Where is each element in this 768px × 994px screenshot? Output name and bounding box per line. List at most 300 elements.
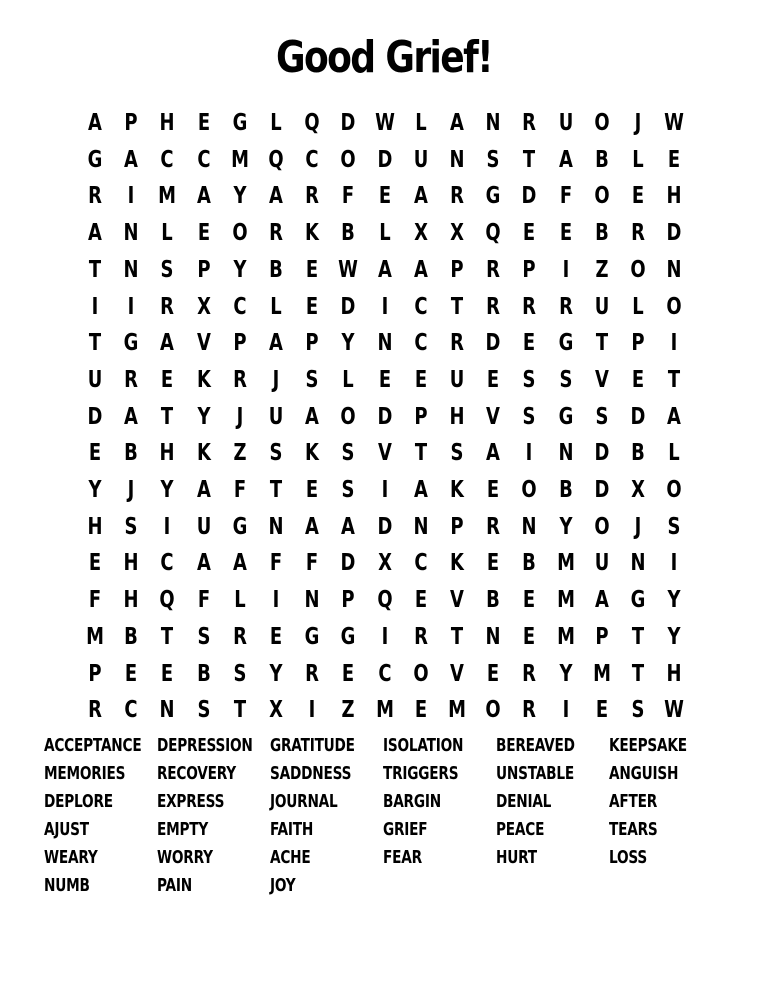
grid-letter: M xyxy=(556,550,575,577)
grid-letter: W xyxy=(664,697,685,724)
grid-letter: E xyxy=(414,366,427,393)
word-list-column xyxy=(157,732,270,900)
grid-letter: R xyxy=(522,697,537,724)
grid-letter: E xyxy=(378,183,391,210)
grid-letter: I xyxy=(308,697,316,724)
grid-letter: N xyxy=(123,256,139,283)
grid-letter: E xyxy=(378,366,391,393)
word-list-item: HURT xyxy=(496,847,537,868)
grid-letter: A xyxy=(413,477,428,503)
grid-letter: M xyxy=(556,587,575,614)
grid-letter: W xyxy=(664,110,685,136)
grid-letter: O xyxy=(666,293,682,320)
grid-letter: O xyxy=(232,220,248,247)
grid-letter: C xyxy=(305,146,319,173)
grid-letter: V xyxy=(450,660,464,687)
grid-letter: T xyxy=(88,330,102,357)
grid-letter: O xyxy=(340,403,357,430)
grid-letter: R xyxy=(450,330,464,357)
grid-letter: O xyxy=(630,256,646,283)
grid-letter: Y xyxy=(667,587,681,614)
grid-letter: Q xyxy=(268,146,284,173)
grid-letter: Y xyxy=(667,623,681,650)
grid-letter: U xyxy=(594,293,610,320)
grid-letter: I xyxy=(272,587,280,614)
grid-letter: V xyxy=(196,330,211,357)
grid-letter: P xyxy=(450,513,464,540)
grid-letter: R xyxy=(631,220,645,247)
grid-letter: Y xyxy=(88,477,102,503)
grid-letter: E xyxy=(197,110,210,136)
grid-letter: L xyxy=(342,366,355,393)
grid-letter: T xyxy=(523,146,536,173)
word-list-item: TRIGGERS xyxy=(383,763,459,784)
grid-letter: R xyxy=(88,183,102,210)
grid-letter: A xyxy=(269,330,283,357)
grid-letter: G xyxy=(123,330,139,357)
grid-letter: A xyxy=(341,513,356,540)
grid-letter: T xyxy=(450,623,464,650)
grid-letter: J xyxy=(634,110,642,136)
word-list-item: JOY xyxy=(270,875,296,896)
word-list-item: PEACE xyxy=(496,819,545,840)
grid-letter: D xyxy=(594,440,610,467)
grid-letter: X xyxy=(196,293,211,320)
grid-letter: A xyxy=(232,550,247,577)
grid-letter: R xyxy=(160,293,175,320)
grid-letter: E xyxy=(668,146,681,173)
grid-letter: A xyxy=(305,513,320,540)
word-list-item: EMPTY xyxy=(157,819,209,840)
grid-letter: E xyxy=(487,660,500,687)
grid-letter: N xyxy=(268,513,284,540)
grid-letter: A xyxy=(88,220,102,247)
grid-letter: N xyxy=(630,550,646,577)
grid-letter: D xyxy=(521,183,537,210)
grid-letter: P xyxy=(450,256,464,283)
grid-letter: S xyxy=(305,366,319,393)
grid-letter: J xyxy=(127,477,135,503)
word-list-column xyxy=(496,732,609,872)
grid-letter: L xyxy=(161,220,174,247)
word-list-column xyxy=(270,732,383,900)
grid-letter: E xyxy=(161,660,174,687)
grid-letter: O xyxy=(340,146,357,173)
grid-letter: M xyxy=(592,660,611,687)
grid-letter: K xyxy=(450,550,464,577)
grid-letter: P xyxy=(305,330,319,357)
grid-letter: A xyxy=(377,256,392,283)
grid-letter: E xyxy=(197,220,210,247)
grid-letter: N xyxy=(666,256,682,283)
grid-letter: U xyxy=(594,550,610,577)
word-list-item: FAITH xyxy=(270,819,314,840)
grid-letter: H xyxy=(159,440,175,467)
grid-letter: J xyxy=(236,403,244,430)
grid-letter: H xyxy=(87,513,103,540)
grid-letter: K xyxy=(305,440,320,467)
grid-letter: L xyxy=(632,293,644,320)
grid-letter: E xyxy=(523,330,536,357)
grid-letter: O xyxy=(485,697,501,724)
grid-letter: G xyxy=(630,587,646,614)
grid-letter: A xyxy=(594,587,609,614)
grid-letter: T xyxy=(450,293,464,320)
grid-letter: E xyxy=(414,697,427,724)
grid-letter: S xyxy=(667,513,681,540)
grid-letter: O xyxy=(666,477,682,503)
grid-letter: Y xyxy=(559,660,573,687)
grid-letter: C xyxy=(124,697,138,724)
grid-letter: L xyxy=(378,220,391,247)
grid-letter: E xyxy=(559,220,572,247)
word-list-item: FEAR xyxy=(383,847,422,868)
grid-letter: N xyxy=(413,513,429,540)
grid-letter: X xyxy=(377,550,392,577)
grid-letter: U xyxy=(87,366,103,393)
word-list-item: GRATITUDE xyxy=(270,735,355,756)
grid-letter: A xyxy=(269,183,283,210)
grid-letter: A xyxy=(305,403,320,430)
word-list-item: RECOVERY xyxy=(157,763,236,784)
grid-letter: I xyxy=(670,550,678,577)
grid-letter: D xyxy=(377,513,393,540)
grid-letter: I xyxy=(127,183,135,210)
grid-letter: L xyxy=(270,110,282,136)
grid-letter: A xyxy=(160,330,175,357)
grid-letter: Q xyxy=(376,587,393,614)
grid-letter: R xyxy=(486,293,501,320)
grid-letter: K xyxy=(196,440,211,467)
grid-letter: H xyxy=(666,183,682,210)
grid-letter: D xyxy=(666,220,682,247)
grid-letter: Y xyxy=(341,330,355,357)
grid-letter: G xyxy=(87,146,103,173)
grid-letter: M xyxy=(230,146,249,173)
grid-letter: D xyxy=(87,403,103,430)
grid-letter: S xyxy=(341,440,355,467)
grid-letter: C xyxy=(160,146,174,173)
grid-letter: R xyxy=(232,366,247,393)
grid-letter: I xyxy=(381,623,388,650)
grid-letter: L xyxy=(234,587,246,614)
grid-letter: X xyxy=(450,220,464,247)
grid-letter: N xyxy=(159,697,175,724)
grid-letter: A xyxy=(88,110,102,136)
grid-letter: C xyxy=(197,146,211,173)
grid-letter: Y xyxy=(559,513,573,540)
grid-letter: Y xyxy=(160,477,174,503)
grid-letter: I xyxy=(127,293,135,320)
grid-letter: N xyxy=(485,623,501,650)
grid-letter: Z xyxy=(233,440,247,467)
grid-letter: T xyxy=(269,477,283,503)
word-list-item: BARGIN xyxy=(383,791,441,812)
grid-letter: M xyxy=(375,697,394,724)
grid-letter: C xyxy=(378,660,392,687)
grid-letter: R xyxy=(450,183,464,210)
grid-letter: R xyxy=(305,660,320,687)
grid-letter: G xyxy=(232,513,248,540)
grid-letter: T xyxy=(414,440,427,467)
grid-letter: R xyxy=(486,513,501,540)
grid-letter: R xyxy=(232,623,247,650)
word-list-item: WEARY xyxy=(44,847,98,868)
grid-letter: S xyxy=(160,256,174,283)
word-list-item: DEPLORE xyxy=(44,791,113,812)
grid-letter: I xyxy=(526,440,533,467)
grid-letter: C xyxy=(160,550,174,577)
word-list-item: AFTER xyxy=(609,791,658,812)
grid-letter: Q xyxy=(304,110,320,136)
grid-letter: H xyxy=(123,550,139,577)
grid-letter: P xyxy=(341,587,355,614)
grid-letter: N xyxy=(558,440,574,467)
grid-letter: M xyxy=(556,623,575,650)
grid-letter: J xyxy=(272,366,280,393)
word-list-column xyxy=(609,732,722,872)
grid-letter: I xyxy=(562,256,569,283)
grid-letter: D xyxy=(340,293,356,320)
grid-letter: E xyxy=(523,623,536,650)
grid-letter: S xyxy=(559,366,573,393)
grid-letter: G xyxy=(485,183,501,210)
word-list-item: DEPRESSION xyxy=(157,735,253,756)
grid-letter: T xyxy=(595,330,608,357)
grid-letter: Z xyxy=(595,256,609,283)
grid-letter: Y xyxy=(233,183,247,210)
word-list-item: DENIAL xyxy=(496,791,552,812)
grid-letter: T xyxy=(161,623,174,650)
grid-letter: N xyxy=(485,110,501,136)
grid-letter: E xyxy=(414,587,427,614)
grid-letter: E xyxy=(631,366,645,393)
grid-letter: E xyxy=(269,623,283,650)
grid-letter: X xyxy=(269,697,283,724)
grid-letter: X xyxy=(631,477,645,503)
grid-letter: I xyxy=(562,697,569,724)
word-list-item: KEEPSAKE xyxy=(609,735,687,756)
grid-letter: T xyxy=(233,697,246,724)
grid-letter: A xyxy=(196,477,211,503)
grid-letter: D xyxy=(340,110,356,136)
grid-letter: E xyxy=(487,477,500,503)
grid-letter: D xyxy=(377,403,393,430)
word-list-item: NUMB xyxy=(44,875,90,896)
grid-letter: P xyxy=(595,623,609,650)
grid-letter: S xyxy=(233,660,247,687)
grid-letter: F xyxy=(342,183,355,210)
grid-letter: C xyxy=(414,293,428,320)
word-list-item: EXPRESS xyxy=(157,791,225,812)
grid-letter: E xyxy=(306,256,319,283)
grid-letter: R xyxy=(124,366,139,393)
grid-letter: X xyxy=(413,220,428,247)
grid-letter: I xyxy=(164,513,171,540)
grid-letter: L xyxy=(415,110,427,136)
word-list-item: AJUST xyxy=(44,819,89,840)
grid-letter: O xyxy=(594,110,610,136)
grid-letter: N xyxy=(123,220,139,247)
grid-letter: L xyxy=(668,440,680,467)
grid-letter: R xyxy=(486,256,501,283)
word-list-item: BEREAVED xyxy=(496,735,575,756)
grid-letter: N xyxy=(377,330,393,357)
grid-letter: A xyxy=(196,550,211,577)
grid-letter: D xyxy=(630,403,646,430)
grid-letter: G xyxy=(341,623,356,650)
word-list-column xyxy=(383,732,496,872)
grid-letter: P xyxy=(197,256,211,283)
grid-letter: A xyxy=(413,256,428,283)
word-list-item: MEMORIES xyxy=(44,763,126,784)
grid-letter: S xyxy=(124,513,138,540)
grid-letter: H xyxy=(666,660,682,687)
grid-letter: R xyxy=(88,697,102,724)
word-list-item: LOSS xyxy=(609,847,648,868)
grid-letter: P xyxy=(88,660,102,687)
grid-letter: L xyxy=(270,293,282,320)
grid-letter: E xyxy=(523,587,536,614)
grid-letter: P xyxy=(233,330,247,357)
grid-letter: S xyxy=(450,440,464,467)
grid-letter: E xyxy=(88,440,102,467)
page-title: Good Grief! xyxy=(276,32,492,83)
grid-letter: P xyxy=(522,256,536,283)
grid-letter: B xyxy=(558,477,573,503)
grid-letter: K xyxy=(305,220,320,247)
grid-letter: S xyxy=(341,477,355,503)
grid-letter: S xyxy=(197,623,211,650)
grid-letter: S xyxy=(269,440,283,467)
grid-letter: H xyxy=(123,587,139,614)
grid-letter: A xyxy=(124,146,139,173)
grid-letter: S xyxy=(522,366,536,393)
grid-letter: B xyxy=(124,623,139,650)
grid-letter: S xyxy=(486,146,500,173)
grid-letter: R xyxy=(413,623,428,650)
grid-letter: D xyxy=(485,330,501,357)
grid-letter: W xyxy=(374,110,395,136)
grid-letter: S xyxy=(631,697,645,724)
grid-letter: G xyxy=(558,403,573,430)
grid-letter: F xyxy=(559,183,572,210)
grid-letter: A xyxy=(558,146,573,173)
grid-letter: R xyxy=(305,183,320,210)
grid-letter: R xyxy=(522,110,537,136)
grid-letter: F xyxy=(197,587,210,614)
grid-letter: N xyxy=(449,146,465,173)
grid-letter: G xyxy=(232,110,248,136)
grid-letter: D xyxy=(340,550,356,577)
grid-letter: B xyxy=(124,440,139,467)
grid-letter: U xyxy=(196,513,211,540)
grid-letter: D xyxy=(594,477,610,503)
grid-letter: R xyxy=(522,293,537,320)
grid-letter: E xyxy=(306,293,319,320)
grid-letter: S xyxy=(522,403,536,430)
grid-letter: V xyxy=(450,587,464,614)
grid-letter: V xyxy=(486,403,501,430)
grid-letter: E xyxy=(161,366,174,393)
grid-letter: C xyxy=(414,330,428,357)
grid-letter: U xyxy=(268,403,284,430)
grid-letter: A xyxy=(196,183,211,210)
grid-letter: J xyxy=(634,513,642,540)
grid-letter: E xyxy=(306,477,319,503)
grid-letter: B xyxy=(594,146,609,173)
word-list-item: JOURNAL xyxy=(270,791,338,812)
grid-letter: A xyxy=(450,110,464,136)
grid-letter: B xyxy=(594,220,609,247)
grid-letter: O xyxy=(594,183,610,210)
grid-letter: N xyxy=(521,513,537,540)
grid-letter: K xyxy=(196,366,211,393)
grid-letter: Y xyxy=(197,403,211,430)
word-list-item: ACCEPTANCE xyxy=(44,735,142,756)
grid-letter: F xyxy=(88,587,102,614)
grid-letter: K xyxy=(450,477,464,503)
grid-letter: T xyxy=(668,366,681,393)
grid-letter: I xyxy=(91,293,99,320)
grid-letter: Z xyxy=(341,697,355,724)
grid-letter: M xyxy=(158,183,177,210)
grid-letter: D xyxy=(377,146,393,173)
grid-letter: P xyxy=(631,330,645,357)
grid-letter: G xyxy=(558,330,573,357)
grid-letter: M xyxy=(448,697,466,724)
grid-letter: V xyxy=(594,366,609,393)
word-list-item: ANGUISH xyxy=(609,763,679,784)
grid-letter: Q xyxy=(159,587,176,614)
grid-letter: T xyxy=(88,256,102,283)
grid-letter: S xyxy=(595,403,609,430)
grid-letter: W xyxy=(338,256,359,283)
grid-letter: R xyxy=(269,220,283,247)
grid-letter: U xyxy=(558,110,573,136)
grid-letter: E xyxy=(595,697,608,724)
word-list-column xyxy=(44,732,157,900)
grid-letter: B xyxy=(341,220,356,247)
grid-letter: Y xyxy=(269,660,283,687)
word-list-item: PAIN xyxy=(157,875,192,896)
grid-letter: E xyxy=(88,550,102,577)
grid-letter: H xyxy=(159,110,175,136)
grid-letter: U xyxy=(413,146,429,173)
grid-letter: C xyxy=(414,550,428,577)
grid-letter: F xyxy=(306,550,319,577)
grid-letter: L xyxy=(632,146,644,173)
grid-letter: U xyxy=(449,366,465,393)
grid-letter: R xyxy=(558,293,573,320)
grid-letter: V xyxy=(377,440,392,467)
grid-letter: P xyxy=(124,110,138,136)
grid-letter: O xyxy=(521,477,538,503)
grid-letter: T xyxy=(631,623,645,650)
grid-letter: M xyxy=(86,623,104,650)
grid-letter: Q xyxy=(485,220,501,247)
grid-letter: B xyxy=(486,587,501,614)
grid-letter: E xyxy=(125,660,138,687)
grid-letter: I xyxy=(381,477,388,503)
grid-letter: T xyxy=(161,403,174,430)
grid-letter: G xyxy=(304,623,320,650)
grid-letter: C xyxy=(233,293,247,320)
word-list-item: GRIEF xyxy=(383,819,428,840)
grid-letter: E xyxy=(487,550,500,577)
grid-letter: O xyxy=(413,660,429,687)
grid-letter: A xyxy=(667,403,682,430)
